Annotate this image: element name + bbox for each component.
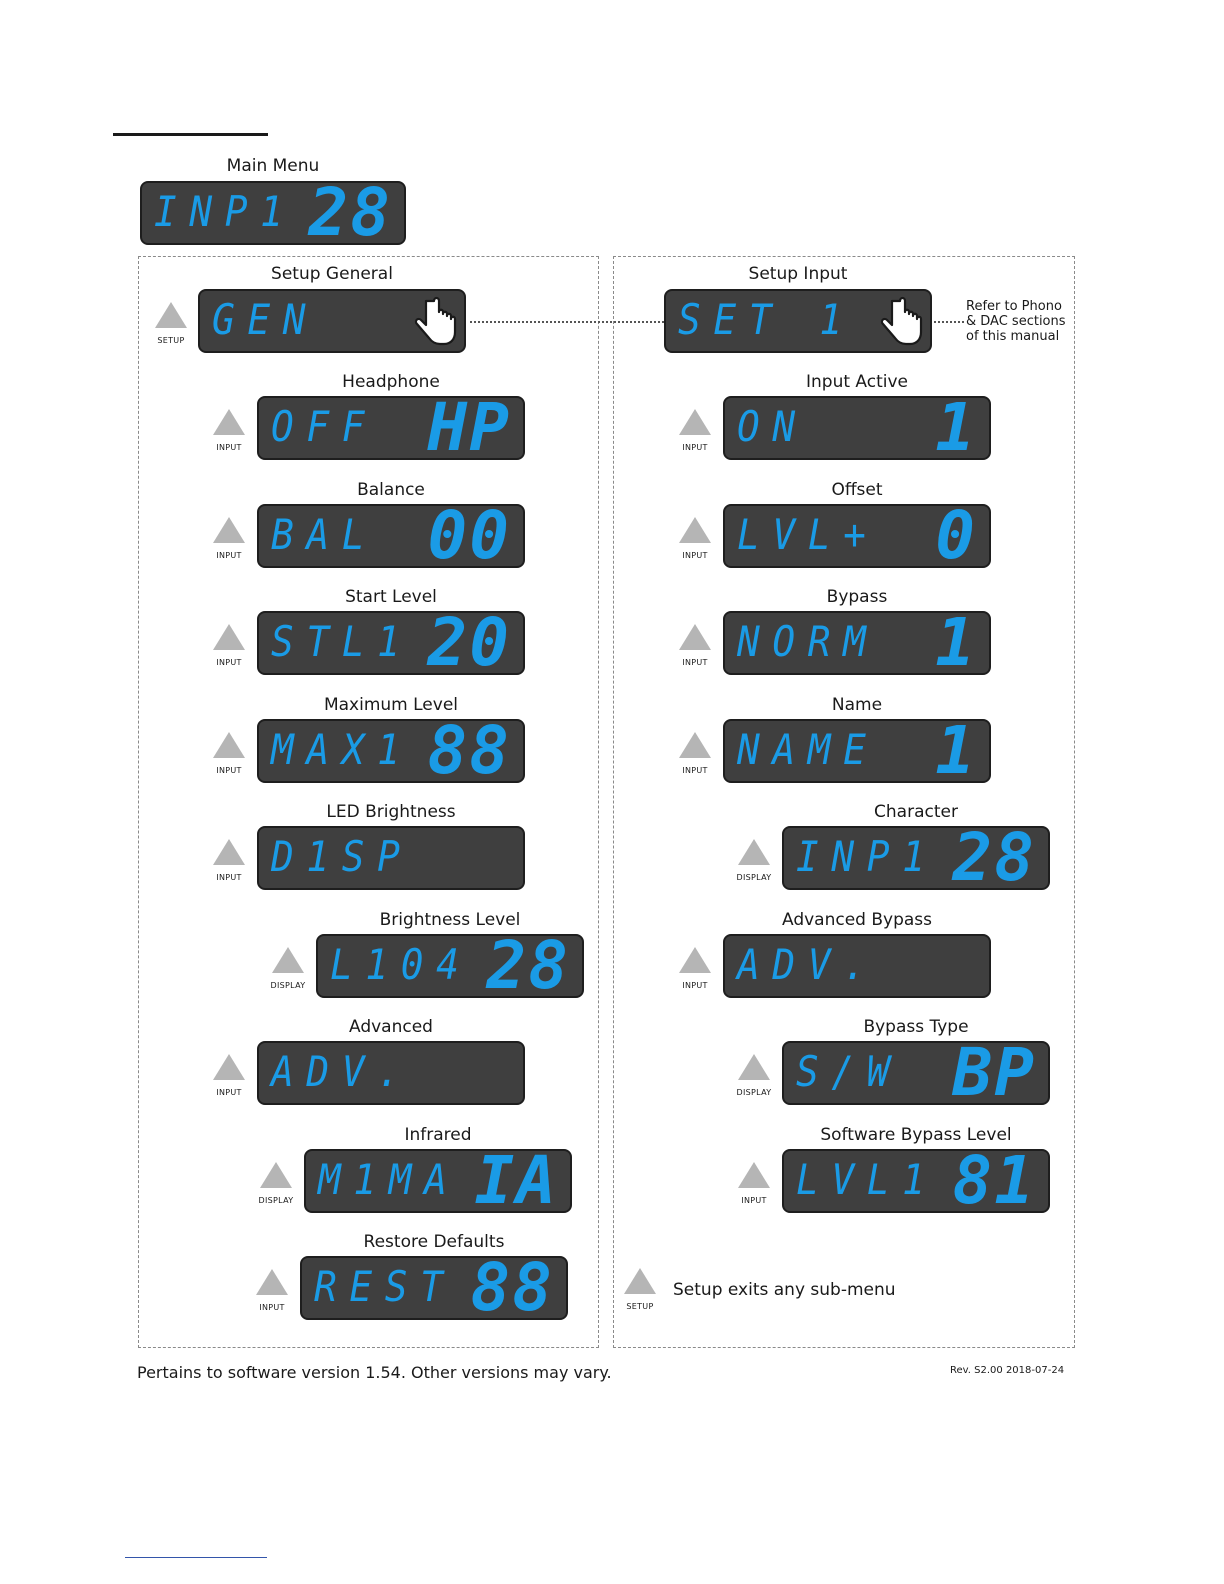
up-arrow-icon — [624, 1268, 656, 1294]
display-text: GEN — [212, 295, 319, 344]
button-caption: DISPLAY — [736, 1088, 772, 1097]
input-button[interactable] — [665, 732, 725, 775]
software-bypass-level-label: Software Bypass Level — [820, 1124, 1012, 1145]
display-button[interactable] — [724, 839, 784, 882]
display-value: BP — [952, 1041, 1036, 1105]
button-caption: INPUT — [216, 443, 242, 452]
setup-general-display — [198, 289, 466, 353]
display-value: 28 — [308, 181, 392, 245]
connector-dots — [470, 321, 664, 323]
display-text: ADV. — [737, 939, 879, 989]
led-brightness-display — [257, 826, 525, 890]
note-line: Refer to Phono — [966, 299, 1062, 314]
button-caption: DISPLAY — [736, 873, 772, 882]
input-button[interactable] — [199, 732, 259, 775]
up-arrow-icon — [213, 839, 245, 865]
button-caption: INPUT — [741, 1195, 767, 1205]
setup-input-label: Setup Input — [748, 264, 848, 284]
display-text: INP1 — [796, 832, 938, 881]
display-value: 1 — [935, 718, 977, 783]
input-button[interactable] — [242, 1269, 302, 1312]
input-button[interactable] — [665, 517, 725, 560]
input-button[interactable] — [199, 409, 259, 452]
advanced-bypass-display — [723, 934, 991, 998]
advanced-bypass-label: Advanced Bypass — [781, 909, 933, 930]
input-active-label: Input Active — [805, 372, 908, 392]
revision-label: Rev. S2.00 2018-07-24 — [950, 1365, 1065, 1376]
up-arrow-icon — [738, 839, 770, 865]
up-arrow-icon — [256, 1269, 288, 1295]
display-button[interactable] — [724, 1054, 784, 1097]
display-text: LVL1 — [796, 1154, 938, 1204]
pointing-hand-icon — [412, 295, 460, 347]
start-level-label: Start Level — [345, 587, 437, 607]
offset-label: Offset — [831, 479, 883, 500]
display-text: S/W — [796, 1047, 903, 1096]
display-value: 88 — [427, 718, 511, 783]
display-text: SET 1 — [678, 295, 855, 344]
display-button[interactable] — [246, 1162, 306, 1205]
display-text: INP1 — [154, 187, 296, 236]
setup-general-label: Setup General — [271, 264, 393, 284]
input-button[interactable] — [199, 1054, 259, 1097]
brightness-level-label: Brightness Level — [379, 909, 521, 930]
footer-rule — [125, 1557, 267, 1558]
display-text: ON — [737, 402, 808, 451]
up-arrow-icon — [679, 732, 711, 758]
display-value: 0 — [935, 503, 977, 568]
advanced-label: Advanced — [349, 1017, 433, 1037]
up-arrow-icon — [213, 1054, 245, 1080]
phono-dac-note — [966, 299, 1066, 344]
input-button[interactable] — [665, 624, 725, 667]
bypass-type-label: Bypass Type — [863, 1017, 969, 1037]
input-active-display — [723, 396, 991, 460]
button-caption: INPUT — [682, 658, 708, 667]
led-brightness-label: LED Brightness — [326, 802, 456, 822]
button-caption: INPUT — [216, 873, 242, 882]
button-caption: SETUP — [626, 1302, 654, 1311]
input-button[interactable] — [199, 624, 259, 667]
display-text: OFF — [271, 402, 378, 451]
up-arrow-icon — [155, 302, 187, 328]
display-value: 88 — [470, 1256, 554, 1320]
setup-input-display — [664, 289, 932, 353]
display-value: 28 — [952, 826, 1036, 890]
button-caption: INPUT — [216, 658, 242, 667]
name-label: Name — [831, 694, 883, 715]
infrared-label: Infrared — [404, 1124, 472, 1145]
up-arrow-icon — [213, 624, 245, 650]
advanced-display — [257, 1041, 525, 1105]
display-text: NAME — [737, 724, 879, 774]
input-button[interactable] — [199, 517, 259, 560]
connector-dots — [934, 321, 964, 323]
offset-display — [723, 504, 991, 568]
bypass-type-display — [782, 1041, 1050, 1105]
setup-exit-text: Setup exits any sub-menu — [673, 1280, 896, 1300]
up-arrow-icon — [213, 409, 245, 435]
header-rule — [113, 133, 268, 136]
button-caption: INPUT — [216, 765, 242, 775]
display-text: MAX1 — [271, 724, 413, 774]
button-caption: SETUP — [157, 336, 185, 345]
brightness-level-display — [316, 934, 584, 998]
display-value: 1 — [935, 396, 977, 460]
button-caption: INPUT — [682, 980, 708, 990]
display-value: 28 — [486, 933, 570, 998]
up-arrow-icon — [738, 1162, 770, 1188]
up-arrow-icon — [260, 1162, 292, 1188]
restore-defaults-display — [300, 1256, 568, 1320]
up-arrow-icon — [679, 947, 711, 973]
note-line: of this manual — [966, 329, 1060, 344]
headphone-display — [257, 396, 525, 460]
display-value: IA — [474, 1148, 558, 1213]
main-menu-display — [140, 181, 406, 245]
maximum-level-label: Maximum Level — [323, 694, 459, 715]
display-text: REST — [314, 1262, 456, 1311]
balance-display — [257, 504, 525, 568]
character-display — [782, 826, 1050, 890]
pointing-hand-icon — [878, 295, 926, 347]
display-text: STL1 — [271, 617, 413, 666]
display-value: HP — [427, 396, 511, 460]
display-text: M1MA — [318, 1154, 460, 1204]
software-version-note: Pertains to software version 1.54. Other versions may vary. — [137, 1363, 612, 1382]
button-caption: INPUT — [682, 765, 708, 775]
up-arrow-icon — [679, 517, 711, 543]
maximum-level-display — [257, 719, 525, 783]
setup-exit-button[interactable] — [610, 1268, 670, 1311]
up-arrow-icon — [679, 409, 711, 435]
headphone-label: Headphone — [342, 372, 440, 392]
bypass-display — [723, 611, 991, 675]
software-bypass-level-display — [782, 1149, 1050, 1213]
restore-defaults-label: Restore Defaults — [363, 1232, 505, 1252]
infrared-display — [304, 1149, 572, 1213]
main-menu-label: Main Menu — [226, 156, 320, 176]
input-button[interactable] — [724, 1162, 784, 1205]
note-line: & DAC sections — [966, 314, 1066, 329]
display-text: LVL+ — [737, 509, 879, 559]
button-caption: INPUT — [682, 550, 708, 560]
button-caption: INPUT — [216, 1088, 242, 1097]
display-text: NORM — [737, 617, 879, 666]
input-button[interactable] — [199, 839, 259, 882]
balance-label: Balance — [357, 479, 425, 500]
display-text: L104 — [330, 939, 472, 989]
button-caption: INPUT — [682, 443, 708, 452]
display-button[interactable] — [258, 947, 318, 990]
up-arrow-icon — [213, 517, 245, 543]
display-text: BAL — [271, 509, 378, 559]
up-arrow-icon — [738, 1054, 770, 1080]
display-text: ADV. — [271, 1047, 413, 1096]
character-label: Character — [874, 802, 958, 822]
button-caption: DISPLAY — [270, 980, 306, 990]
button-caption: DISPLAY — [258, 1195, 294, 1205]
setup-button[interactable] — [141, 302, 201, 345]
button-caption: INPUT — [259, 1303, 285, 1312]
display-value: 1 — [935, 611, 977, 675]
up-arrow-icon — [213, 732, 245, 758]
display-text: D1SP — [271, 832, 413, 881]
up-arrow-icon — [679, 624, 711, 650]
input-button[interactable] — [665, 409, 725, 452]
up-arrow-icon — [272, 947, 304, 973]
display-value: 81 — [952, 1148, 1036, 1213]
name-display — [723, 719, 991, 783]
display-value: 20 — [427, 611, 511, 675]
start-level-display — [257, 611, 525, 675]
display-value: 00 — [427, 503, 511, 568]
button-caption: INPUT — [216, 550, 242, 560]
bypass-label: Bypass — [826, 587, 888, 607]
input-button[interactable] — [665, 947, 725, 990]
